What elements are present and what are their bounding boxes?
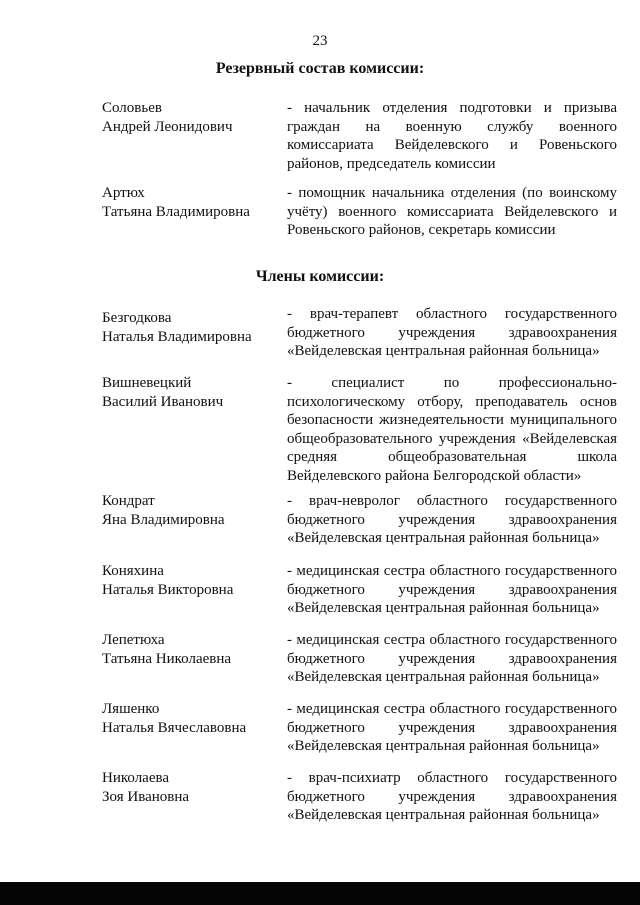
reserve-heading: Резервный состав комиссии:: [215, 60, 425, 77]
surname: Безгодкова: [102, 310, 172, 326]
page-number: 23: [312, 33, 328, 49]
member-name: [102, 374, 282, 411]
member-role: - начальник отделения подготовки и призыва граждан на военную службу военного комиссариата Вейделевского и Ровеньского районов, председатель комиссии: [287, 100, 617, 172]
surname: Ляшенко: [102, 701, 160, 717]
given-names: Андрей Леонидович: [102, 118, 233, 135]
member-role: - врач-терапевт областного государственного бюджетного учреждения здравоохранения «Вейделевская центральная районная больница»: [287, 306, 617, 359]
given-names: Татьяна Владимировна: [102, 203, 250, 220]
member-name: [102, 99, 282, 136]
members-heading: Члены комиссии:: [255, 268, 385, 285]
member-role: - врач-психиатр областного государственного бюджетного учреждения здравоохранения «Вейделевская центральная районная больница»: [287, 770, 617, 823]
member-name: [102, 562, 282, 599]
given-names: Наталья Вячеславовна: [102, 719, 247, 736]
member-name: [102, 309, 282, 346]
surname: Кондрат: [102, 493, 155, 509]
member-role: - медицинская сестра областного государственного бюджетного учреждения здравоохранения «Вейделевская центральная районная больница»: [287, 701, 617, 754]
member-name: [102, 769, 282, 806]
member-role: - специалист по профессионально-психологическому отбору, преподаватель основ безопасности жизнедеятельности муниципального общеобразовательного учреждения «Вейделевская средняя общеобразовательная школа Вейделевского района Белгородской области»: [287, 375, 617, 484]
member-name: [102, 700, 282, 737]
member-role: - помощник начальника отделения (по воинскому учёту) военного комиссариата Вейделевского и Ровеньского районов, секретарь комиссии: [287, 185, 617, 238]
member-role: - медицинская сестра областного государственного бюджетного учреждения здравоохранения «Вейделевская центральная районная больница»: [287, 563, 617, 616]
given-names: Василий Иванович: [102, 393, 224, 410]
member-role: - медицинская сестра областного государственного бюджетного учреждения здравоохранения «Вейделевская центральная районная больница»: [287, 632, 617, 685]
member-name: [102, 631, 282, 668]
given-names: Наталья Владимировна: [102, 328, 252, 345]
given-names: Яна Владимировна: [102, 511, 225, 528]
member-name: [102, 492, 282, 529]
surname: Лепетюха: [102, 632, 165, 648]
surname: Артюх: [102, 185, 145, 201]
member-name: [102, 184, 282, 221]
given-names: Татьяна Николаевна: [102, 650, 232, 667]
given-names: Зоя Ивановна: [102, 788, 190, 805]
given-names: Наталья Викторовна: [102, 581, 234, 598]
surname: Николаева: [102, 770, 170, 786]
member-role: - врач-невролог областного государственного бюджетного учреждения здравоохранения «Вейделевская центральная районная больница»: [287, 493, 617, 546]
scan-border: [0, 882, 640, 905]
surname: Вишневецкий: [102, 375, 192, 391]
surname: Коняхина: [102, 563, 164, 579]
surname: Соловьев: [102, 100, 162, 116]
